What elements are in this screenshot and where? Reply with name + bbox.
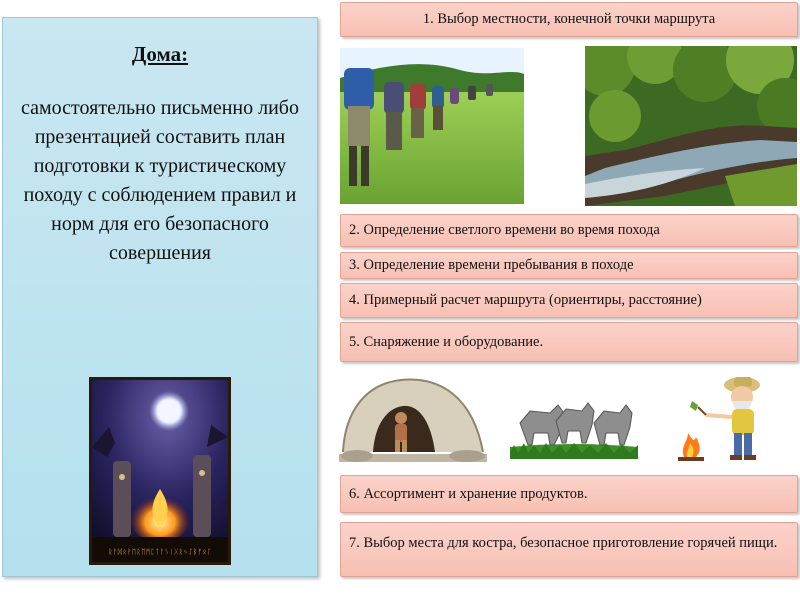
- fantasy-book-cover-image: [89, 377, 231, 565]
- homework-title: Дома:: [131, 42, 189, 66]
- step-7-campfire: 7. Выбор места для костра, безопасное приготовление горячей пищи.: [340, 522, 798, 577]
- step-6-food: 6. Ассортимент и хранение продуктов.: [340, 475, 798, 513]
- wolves-image: [510, 383, 638, 463]
- step-4-route-calc: 4. Примерный расчет маршрута (ориентиры, расстояние): [340, 283, 798, 318]
- svg-text:ᚱᚨᛞᛟᚹᛖᚱᛖᛗᛈᛏᚨᛊᛁᚷᚱᛃᛇᛒᚠᛟᛚ: ᚱᚨᛞᛟᚹᛖᚱᛖᛗᛈᛏᚨᛊᛁᚷᚱᛃᛇᛒᚠᛟᛚ: [108, 548, 212, 556]
- caveman-cave-image: [337, 372, 489, 464]
- svg-text:∞: ∞: [153, 514, 167, 533]
- step-2-daylight: 2. Определение светлого времени во время похода: [340, 214, 798, 247]
- step-1-terrain: 1. Выбор местности, конечной точки маршрута: [340, 2, 798, 37]
- old-man-campfire-image: [676, 371, 782, 467]
- step-3-duration: 3. Определение времени пребывания в походе: [340, 252, 798, 279]
- hikers-photo: [340, 48, 524, 204]
- river-forest-photo: [585, 46, 797, 206]
- homework-text: самостоятельно письменно либо презентацией составить план подготовки к туристическому походу с соблюдением правил и норм для его безопасного совершения: [21, 97, 299, 264]
- homework-panel: [2, 17, 318, 577]
- step-5-equipment: 5. Снаряжение и оборудование.: [340, 322, 798, 362]
